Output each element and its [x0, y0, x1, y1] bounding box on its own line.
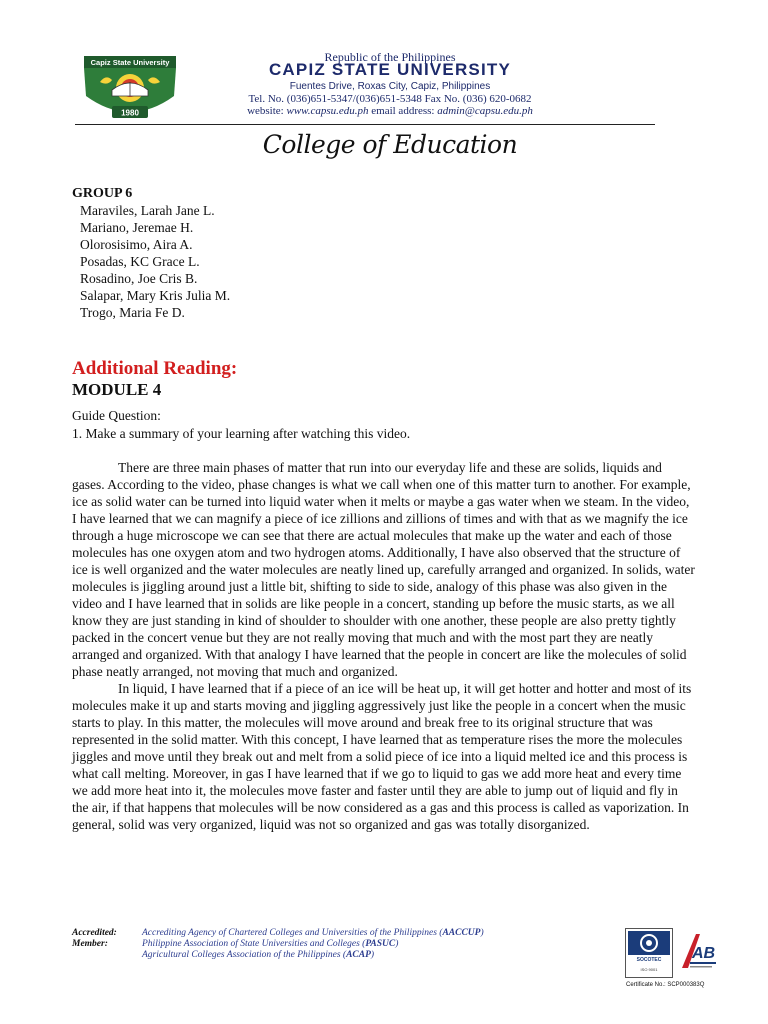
- member-label: Member:: [72, 939, 108, 949]
- member-row: [72, 939, 542, 950]
- email-label: email address:: [371, 105, 435, 117]
- university-telephone: Tel. No. (036)651-5347/(036)651-5348 Fax No. (036) 620-0682: [248, 93, 532, 105]
- college-title: College of Education: [262, 130, 518, 159]
- seal-year: 1980: [121, 108, 139, 118]
- member-row-2: [72, 950, 542, 961]
- group-member: Posadas, KC Grace L.: [80, 254, 200, 269]
- member-text-acap: Agricultural Colleges Association of the Philippines (ACAP): [142, 950, 375, 960]
- uab-accreditation-icon: [676, 928, 720, 976]
- socotec-certification-badge: [625, 928, 673, 978]
- accredited-label: Accredited:: [72, 928, 117, 938]
- summary-paragraph: There are three main phases of matter that run into our everyday life and these are solids, liquids and gases. According to the video, phase changes is what we call when one of this matter turn to another. For example, ice as solid water can be turned into liquid water when it melts or maybe a gas water when we steam. In the video, I have learned that we can magnify a piece of ice zillions and zillions of times and with that as we magnify the ice through a huge microscope we can see that there are actual molecules that make up the water and each of those molecules has one oxygen atom and two hydrogen atoms. Additionally, I have also observed that the structure of ice is well organized and the water molecules are neatly lined up, carefully arranged and organized. In solids, water molecules is jiggling around just a little bit, shifting to side to side, analogy of this phase was also given in the video and I have learned that in solids are like people in a concert, standing up before the music starts, as we all know they are just standing in kind of shoulder to shoulder with one another, these people are also pretty tightly packed in the concert venue but they are not really moving that much and with the most part they are neatly arranged and organized. With that analogy I have learned that the people in concert are like the molecules of solid phase neatly arranged, not moving that much and organized.: [72, 460, 695, 679]
- group-member: Rosadino, Joe Cris B.: [80, 271, 198, 286]
- group-title: GROUP 6: [72, 186, 133, 201]
- accredited-text: Accrediting Agency of Chartered Colleges and Universities of the Philippines (AACCUP): [142, 928, 484, 938]
- accredited-row: [72, 928, 542, 939]
- header-divider: [75, 124, 655, 125]
- group-member: Olorosisimo, Aira A.: [80, 237, 193, 252]
- iso-label: ISO 9001: [640, 967, 658, 972]
- summary-paragraph: In liquid, I have learned that if a piece of an ice will be heat up, it will get hotter and hotter and most of its molecules make it up and starts moving and jiggling aggressively just like the people in a concert when the music starts to play. In this matter, the molecules will move around and break free to its original structure that was represented in the solid matter. With this concept, I have learned that as temperature rises the more the molecules jiggles and move until they break out and melt from a solid piece of ice into a liquid melted ice and this process is what call melting. Moreover, in gas I have learned that if we go to liquid to gas we add more heat and every time we add more heat into it, the molecules move faster and faster until they are able to jump out of liquid and fly in the air, if that happens that molecules will be now considered as a gas and this process is called as vaporization. In general, solid was very organized, liquid was not so organized and gas was totally disorganized.: [72, 681, 692, 832]
- svg-text:AB: AB: [692, 945, 716, 962]
- group-members-list: [80, 202, 230, 321]
- group-member: Salapar, Mary Kris Julia M.: [80, 288, 231, 303]
- website-link[interactable]: www.capsu.edu.ph: [286, 105, 369, 117]
- university-name: CAPIZ STATE UNIVERSITY: [268, 60, 512, 79]
- group-member: Trogo, Maria Fe D.: [80, 305, 185, 320]
- member-text-pasuc: Philippine Association of State Universities and Colleges (PASUC): [142, 939, 399, 949]
- seal-ring-text: Capiz State University: [90, 58, 170, 67]
- group-member: Maraviles, Larah Jane L.: [80, 203, 215, 218]
- socotec-label: SOCOTEC: [636, 957, 662, 963]
- group-member: Mariano, Jeremae H.: [80, 220, 194, 235]
- guide-question-label: Guide Question:: [72, 408, 161, 423]
- university-web-contact: [190, 105, 590, 117]
- certificate-number: Certificate No.: SCP000383Q: [626, 982, 705, 988]
- republic-line: Republic of the Philippines: [324, 50, 456, 64]
- additional-reading-heading: Additional Reading:: [72, 358, 238, 379]
- guide-question: 1. Make a summary of your learning after watching this video.: [72, 426, 411, 441]
- summary-body: [72, 459, 696, 833]
- website-label: website:: [247, 105, 284, 117]
- socotec-logo-icon: [628, 931, 670, 955]
- module-title: MODULE 4: [72, 380, 162, 399]
- university-address: Fuentes Drive, Roxas City, Capiz, Philippines: [289, 81, 491, 92]
- footer-affiliations: [72, 928, 542, 961]
- university-seal-icon: [78, 46, 182, 130]
- email-link[interactable]: admin@capsu.edu.ph: [437, 105, 533, 117]
